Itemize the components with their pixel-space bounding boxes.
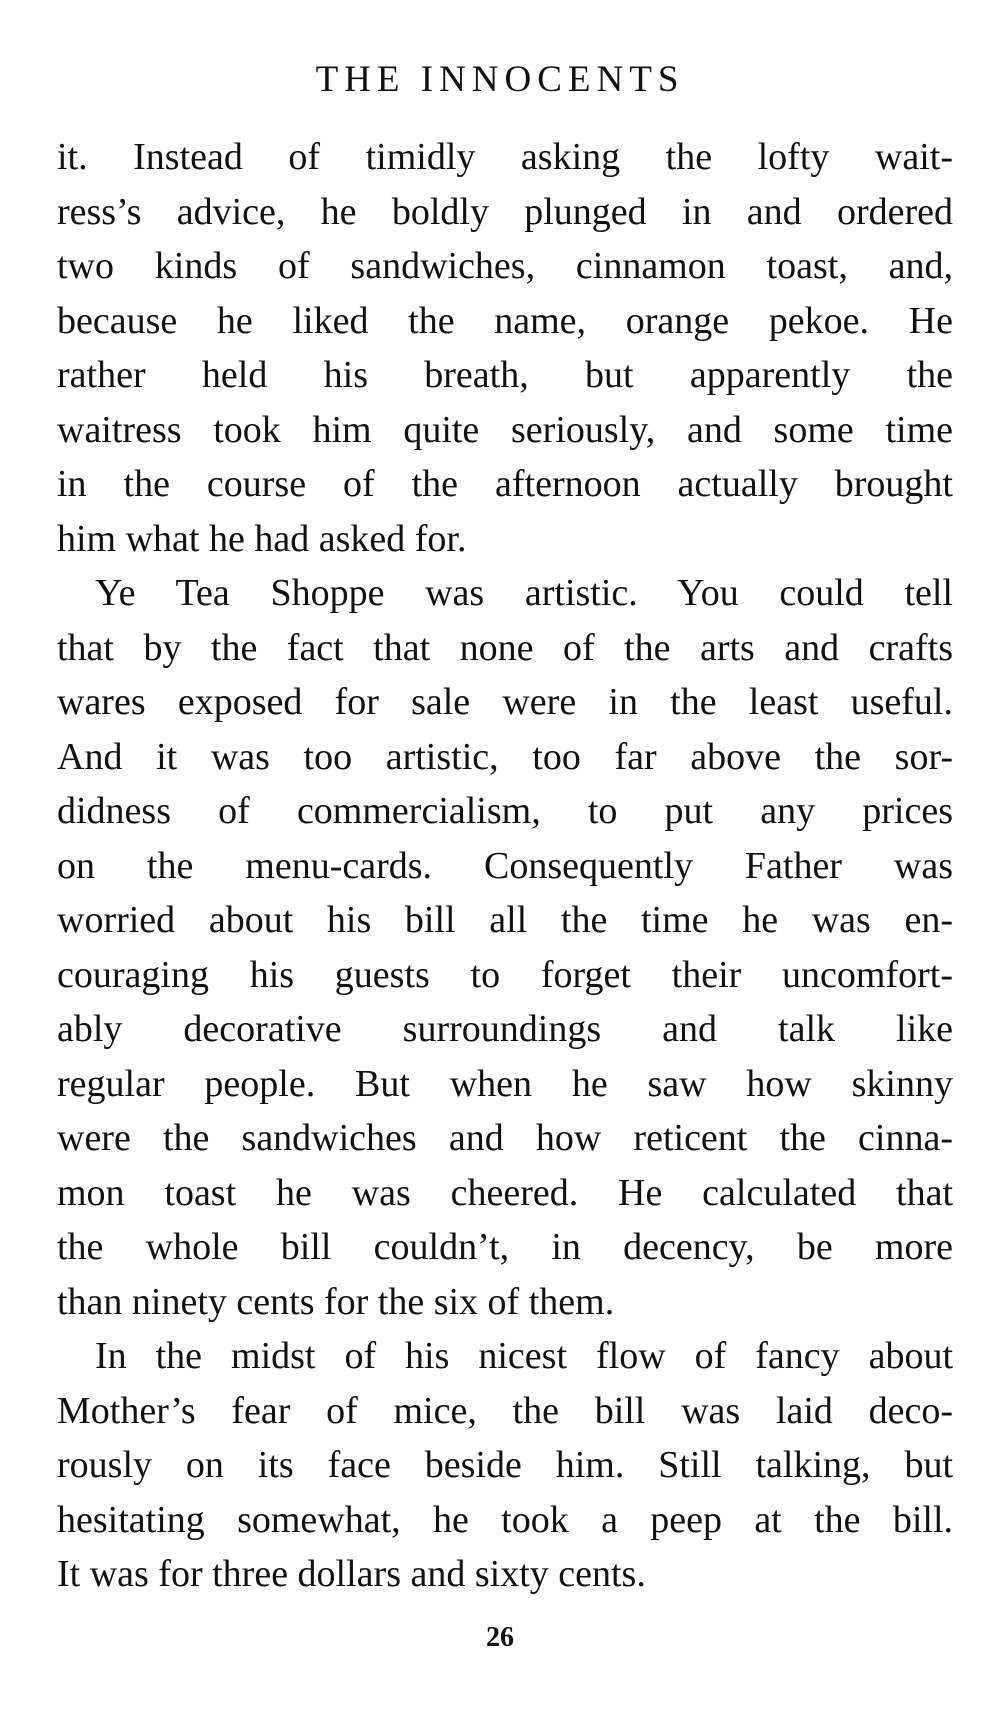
body-text — [57, 130, 953, 1602]
text-line: that by the fact that none of the arts and crafts — [57, 626, 953, 669]
text-line: ably decorative surroundings and talk like — [57, 1008, 953, 1050]
paragraph-1 — [57, 130, 953, 566]
text-line: two kinds of sandwiches, cinnamon toast, and, — [57, 245, 953, 287]
text-line: didness of commercialism, to put any prices — [57, 790, 953, 832]
text-line: rather held his breath, but apparently the — [57, 354, 953, 396]
text-line: Ye Tea Shoppe was artistic. You could tell — [95, 572, 953, 614]
running-head: THE INNOCENTS — [315, 59, 685, 100]
paragraph-3 — [57, 1329, 953, 1602]
text-line: couraging his guests to forget their uncomfort- — [57, 953, 953, 996]
text-line: worried about his bill all the time he was en- — [57, 899, 953, 941]
text-line: regular people. But when he saw how skinny — [57, 1062, 953, 1105]
text-line: It was for three dollars and sixty cents. — [57, 1553, 646, 1595]
text-line: mon toast he was cheered. He calculated that — [57, 1171, 953, 1214]
text-line: because he liked the name, orange pekoe. He — [57, 299, 953, 342]
text-line: on the menu-cards. Consequently Father was — [57, 844, 953, 887]
text-line: in the course of the afternoon actually brought — [57, 463, 953, 505]
text-line: the whole bill couldn’t, in decency, be more — [57, 1226, 953, 1268]
text-line: rously on its face beside him. Still talking, but — [57, 1444, 953, 1486]
text-line: it. Instead of timidly asking the lofty wait- — [57, 136, 953, 178]
page-number: 26 — [486, 1622, 514, 1653]
paragraph-2 — [57, 566, 953, 1329]
text-line: than ninety cents for the six of them. — [57, 1280, 615, 1323]
text-line: waitress took him quite seriously, and some time — [57, 408, 953, 451]
text-line: And it was too artistic, too far above the sor- — [57, 735, 953, 778]
text-line: wares exposed for sale were in the least useful. — [57, 681, 953, 723]
text-line: were the sandwiches and how reticent the cinna- — [57, 1117, 953, 1159]
text-line: ress’s advice, he boldly plunged in and ordered — [57, 190, 953, 233]
text-line: Mother’s fear of mice, the bill was laid deco- — [57, 1389, 953, 1432]
text-line: hesitating somewhat, he took a peep at the bill. — [57, 1498, 953, 1541]
text-line: In the midst of his nicest flow of fancy about — [95, 1335, 953, 1377]
text-line: him what he had asked for. — [57, 517, 467, 560]
